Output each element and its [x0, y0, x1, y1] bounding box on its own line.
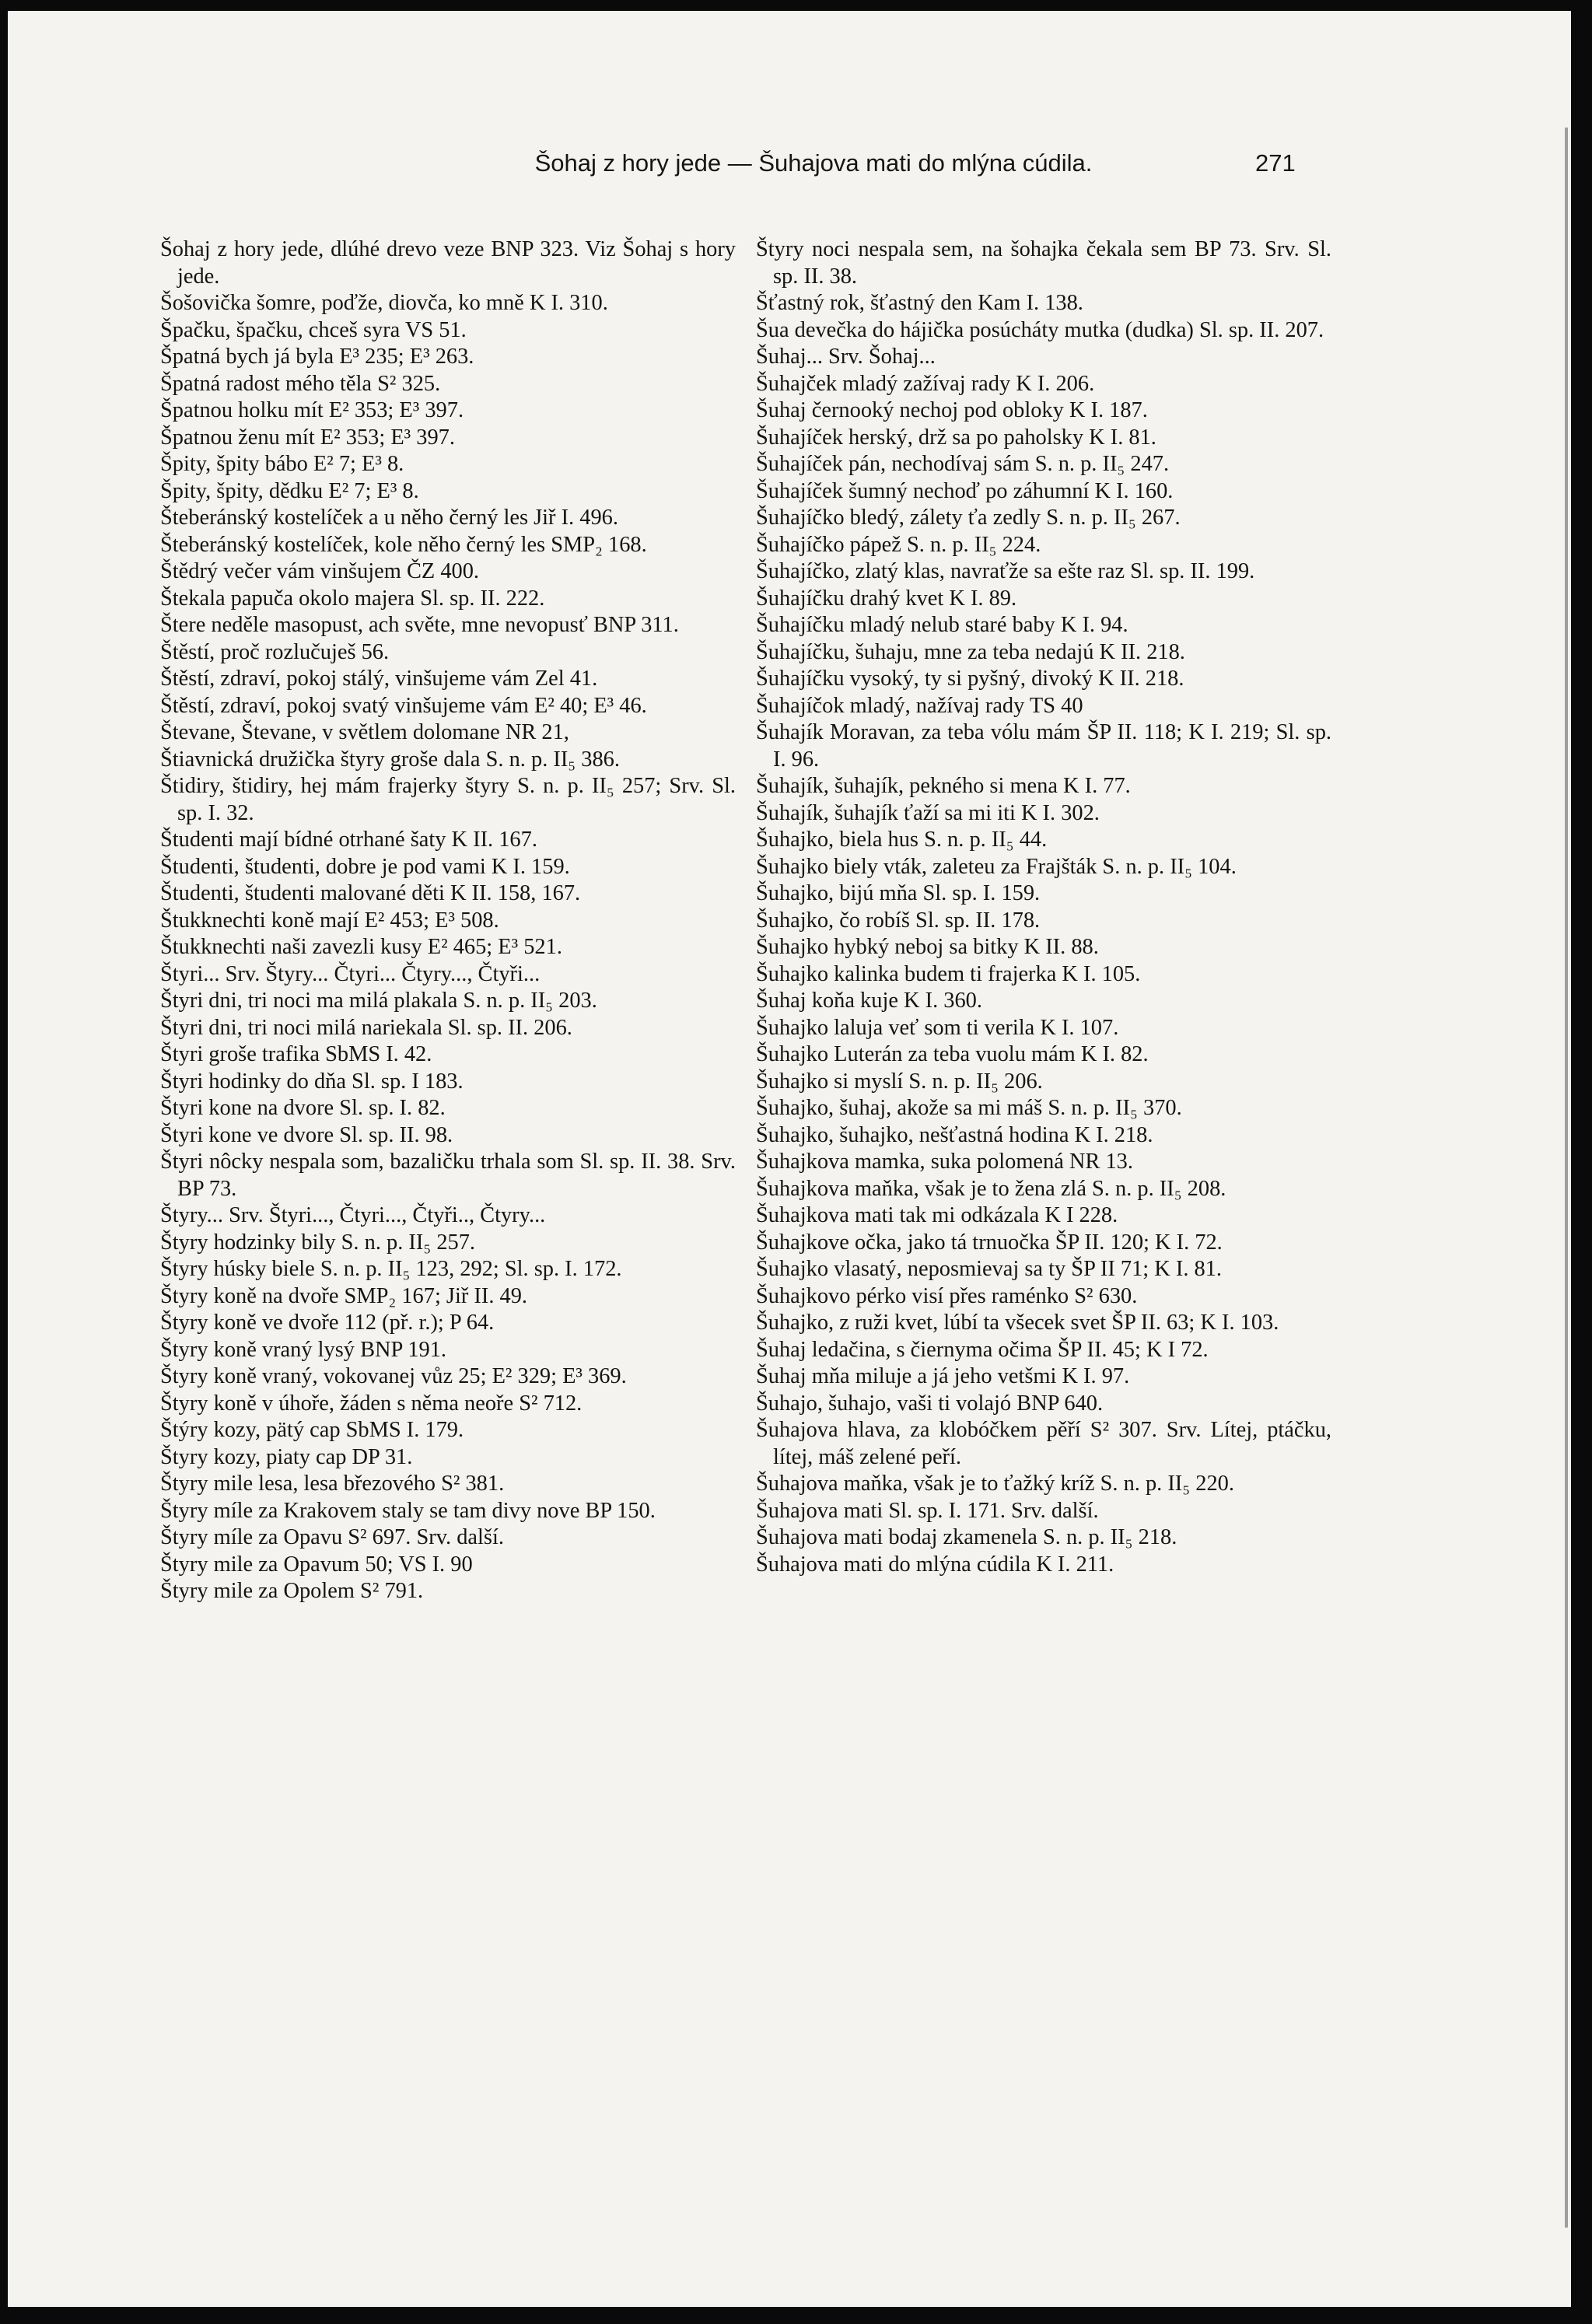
index-entry: Šuhajko laluja veť som ti verila K I. 107.	[756, 1015, 1119, 1040]
index-entry: Štěstí, zdraví, pokoj stálý, vinšujeme vám Zel 41.	[160, 667, 598, 691]
index-entry: Šuhajo, šuhajo, vaši ti volajó BNP 640.	[756, 1391, 1104, 1416]
index-entry: Špity, špity bábo E² 7; E³ 8.	[160, 452, 404, 476]
index-entry: Štyri hodinky do dňa Sl. sp. I 183.	[160, 1069, 464, 1094]
index-entry: Šuhajík Moravan, za teba vólu mám ŠP II. 118; K I. 219; Sl. sp. I. 96.	[756, 720, 1331, 772]
index-entry: Študenti, študenti, dobre je pod vami K I. 159.	[160, 854, 570, 879]
index-entry: Štyry míle za Krakovem staly se tam divy nove BP 150.	[160, 1498, 656, 1523]
index-entry: Šuhajíček herský, drž sa po paholsky K I. 81.	[756, 425, 1156, 450]
index-entry: Štěstí, zdraví, pokoj svatý vinšujeme vám E² 40; E³ 46.	[160, 693, 647, 718]
index-entry: Špačku, špačku, chceš syra VS 51.	[160, 317, 467, 342]
index-entry: Šuhajko biely vták, zaleteu za Frajšták S. n. p. II₅ 104.	[756, 854, 1237, 879]
index-entry: Špatnou holku mít E² 353; E³ 397.	[160, 398, 464, 422]
index-entry: Šuhajíčok mladý, nažívaj rady TS 40	[756, 693, 1083, 718]
index-entry: Štere neděle masopust, ach světe, mne nevopusť BNP 311.	[160, 613, 679, 637]
index-entry: Štyry koně vraný, vokovanej vůz 25; E² 329; E³ 369.	[160, 1364, 627, 1388]
index-entry: Šuhajko, šuhaj, akože sa mi máš S. n. p. II₅ 370.	[756, 1096, 1182, 1120]
index-entry: Štukknechti koně mají E² 453; E³ 508.	[160, 908, 499, 933]
index-entry: Šuhajkovo pérko visí přes raménko S² 630.	[756, 1283, 1138, 1308]
index-entry: Štyry noci nespala sem, na šohajka čekala sem BP 73. Srv. Sl. sp. II. 38.	[756, 237, 1331, 289]
index-entry: Štyry míle za Opavu S² 697. Srv. další.	[160, 1525, 504, 1549]
index-entry: Šuhajkove očka, jako tá trnuočka ŠP II. 120; K I. 72.	[756, 1230, 1223, 1255]
index-entry: Štyri... Srv. Štyry... Čtyri... Čtyry..., Čtyři...	[160, 961, 541, 986]
index-entry: Štýry kozy, pätý cap SbMS I. 179.	[160, 1418, 464, 1442]
index-entry: Števane, Števane, v světlem dolomane NR 21,	[160, 720, 569, 744]
page-edge-shadow	[1565, 128, 1568, 2228]
index-entry: Špatnou ženu mít E² 353; E³ 397.	[160, 425, 455, 450]
running-title: Šohaj z hory jede — Šuhajova mati do mlýna cúdila.	[534, 149, 1093, 177]
index-entry: Šua devečka do hájička posúcháty mutka (dudka) Sl. sp. II. 207.	[756, 317, 1324, 342]
index-entry: Šuhajíčku, šuhaju, mne za teba nedajú K II. 218.	[756, 639, 1185, 664]
index-entry: Štyry kozy, piaty cap DP 31.	[160, 1444, 413, 1469]
index-entry: Šuhajova hlava, za klobóčkem pěří S² 307. Srv. Lítej, ptáčku, lítej, máš zelené peří.	[756, 1418, 1331, 1469]
index-entry: Šuhajko, z ruži kvet, lúbí ta všecek svet ŠP II. 63; K I. 103.	[756, 1311, 1279, 1335]
book-page	[8, 11, 1571, 2307]
index-entry: Šuhajík, šuhajík, pekného si mena K I. 77.	[756, 774, 1131, 798]
index-entry: Štyri kone na dvore Sl. sp. I. 82.	[160, 1096, 446, 1120]
index-entry: Šuhajko, čo robíš Sl. sp. II. 178.	[756, 908, 1041, 933]
index-entry: Štyri dni, tri noci ma milá plakala S. n. p. II₅ 203.	[160, 989, 597, 1013]
index-entry: Štiavnická družička štyry groše dala S. n. p. II₅ 386.	[160, 747, 620, 772]
index-entry: Študenti mají bídné otrhané šaty K II. 167.	[160, 828, 537, 852]
index-entry: Štyry hodzinky bily S. n. p. II₅ 257.	[160, 1230, 475, 1255]
index-entry: Šuhajíčko, zlatý klas, navraťže sa ešte raz Sl. sp. II. 199.	[756, 559, 1255, 583]
index-entry: Štyry koně vraný lysý BNP 191.	[160, 1337, 447, 1362]
index-entry: Šteberánský kostelíček, kole něho černý les SMP₂ 168.	[160, 532, 647, 557]
index-entry: Štyry koně na dvoře SMP₂ 167; Jiř II. 49.	[160, 1283, 528, 1308]
index-entry: Štukknechti naši zavezli kusy E² 465; E³ 521.	[160, 935, 562, 959]
index-entry: Štyri nôcky nespala som, bazaličku trhala som Sl. sp. II. 38. Srv. BP 73.	[160, 1150, 736, 1201]
index-entry: Štyri groše trafika SbMS I. 42.	[160, 1042, 432, 1066]
index-entry: Šuhajova mati bodaj zkamenela S. n. p. II₅ 218.	[756, 1525, 1177, 1549]
index-entry: Šohaj z hory jede, dlúhé drevo veze BNP 323. Viz Šohaj s hory jede.	[160, 237, 736, 289]
index-entry: Štyry... Srv. Štyri..., Čtyri..., Čtyři.., Čtyry...	[160, 1203, 546, 1227]
index-entry: Štyry koně v úhoře, žáden s něma neoře S² 712.	[160, 1391, 583, 1416]
index-entry: Šuhajíčku mladý nelub staré baby K I. 94.	[756, 613, 1128, 637]
index-entry: Šuhajova mati Sl. sp. I. 171. Srv. další.	[756, 1498, 1099, 1523]
index-entry: Šuhajko hybký neboj sa bitky K II. 88.	[756, 935, 1099, 959]
index-entry: Šťastný rok, šťastný den Kam I. 138.	[756, 291, 1083, 315]
index-entry: Štekala papuča okolo majera Sl. sp. II. 222.	[160, 586, 545, 611]
index-entry: Štyri dni, tri noci milá nariekala Sl. sp. II. 206.	[160, 1015, 572, 1040]
index-entry: Šteberánský kostelíček a u něho černý les Jiř I. 496.	[160, 506, 618, 530]
running-header	[8, 149, 1571, 193]
index-entry: Šuhajkova mamka, suka polomená NR 13.	[756, 1150, 1133, 1174]
index-entry: Šuhajova maňka, však je to ťažký kríž S. n. p. II₅ 220.	[756, 1472, 1234, 1496]
index-entry: Šuhajík, šuhajík ťaží sa mi iti K I. 302.	[756, 800, 1100, 825]
index-entry: Šuhajček mladý zažívaj rady K I. 206.	[756, 371, 1095, 396]
index-entry: Šuhajko si myslí S. n. p. II₅ 206.	[756, 1069, 1043, 1094]
index-entry: Šuhajko kalinka budem ti frajerka K I. 105.	[756, 961, 1141, 986]
index-entry: Štědrý večer vám vinšujem ČZ 400.	[160, 559, 480, 583]
index-entry: Špatná bych já byla E³ 235; E³ 263.	[160, 345, 474, 369]
index-entry: Šuhajko vlasatý, neposmievaj sa ty ŠP II 71; K I. 81.	[756, 1257, 1223, 1281]
index-entry: Šuhaj mňa miluje a já jeho vetšmi K I. 97.	[756, 1364, 1130, 1388]
index-entry: Štidiry, štidiry, hej mám frajerky štyry S. n. p. II₅ 257; Srv. Sl. sp. I. 32.	[160, 774, 736, 825]
index-entry: Šuhaj černooký nechoj pod obloky K I. 187.	[756, 398, 1148, 422]
index-entry: Štyry húsky biele S. n. p. II₅ 123, 292; Sl. sp. I. 172.	[160, 1257, 622, 1281]
index-entry: Šuhajko, bijú mňa Sl. sp. I. 159.	[756, 881, 1041, 905]
index-entry: Štyry mile za Opavum 50; VS I. 90	[160, 1552, 473, 1577]
index-entry: Šuhajko, šuhajko, nešťastná hodina K I. 218.	[756, 1122, 1153, 1147]
index-entry: Šuhajova mati do mlýna cúdila K I. 211.	[756, 1552, 1114, 1577]
index-entry: Šošovička šomre, poďže, diovča, ko mně K I. 310.	[160, 291, 608, 315]
index-column-right	[756, 236, 1331, 1578]
index-entry: Šuhajíček pán, nechodívaj sám S. n. p. II₅ 247.	[756, 452, 1170, 476]
index-entry: Šuhaj... Srv. Šohaj...	[756, 345, 936, 369]
index-entry: Študenti, študenti malované děti K II. 158, 167.	[160, 881, 581, 905]
index-entry: Šuhajíčko bledý, zálety ťa zedly S. n. p. II₅ 267.	[756, 506, 1181, 530]
index-entry: Štěstí, proč rozlučuješ 56.	[160, 639, 390, 664]
index-entry: Šuhajkova mati tak mi odkázala K I 228.	[756, 1203, 1118, 1227]
index-entry: Štyry mile lesa, lesa březového S² 381.	[160, 1472, 505, 1496]
index-entry: Špatná radost mého těla S² 325.	[160, 371, 441, 396]
index-entry: Štyry koně ve dvoře 112 (př. r.); P 64.	[160, 1311, 495, 1335]
index-entry: Šuhaj ledačina, s čiernyma očima ŠP II. 45; K I 72.	[756, 1337, 1209, 1362]
index-entry: Štyri kone ve dvore Sl. sp. II. 98.	[160, 1122, 453, 1147]
index-column-left	[160, 236, 736, 1605]
index-entry: Šuhajko, biela hus S. n. p. II₅ 44.	[756, 828, 1048, 852]
page-number: 271	[1255, 149, 1296, 177]
index-entry: Šuhajíčku vysoký, ty si pyšný, divoký K II. 218.	[756, 667, 1184, 691]
index-entry: Špity, špity, dědku E² 7; E³ 8.	[160, 478, 419, 503]
index-entry: Šuhajíčku drahý kvet K I. 89.	[756, 586, 1017, 611]
index-entry: Šuhajko Luterán za teba vuolu mám K I. 82.	[756, 1042, 1149, 1066]
index-entry: Štyry mile za Opolem S² 791.	[160, 1579, 424, 1603]
index-entry: Šuhaj koňa kuje K I. 360.	[756, 989, 982, 1013]
index-entry: Šuhajíčko pápež S. n. p. II₅ 224.	[756, 532, 1041, 557]
index-entry: Šuhajíček šumný nechoď po záhumní K I. 160.	[756, 478, 1174, 503]
index-entry: Šuhajkova maňka, však je to žena zlá S. n. p. II₅ 208.	[756, 1176, 1226, 1201]
